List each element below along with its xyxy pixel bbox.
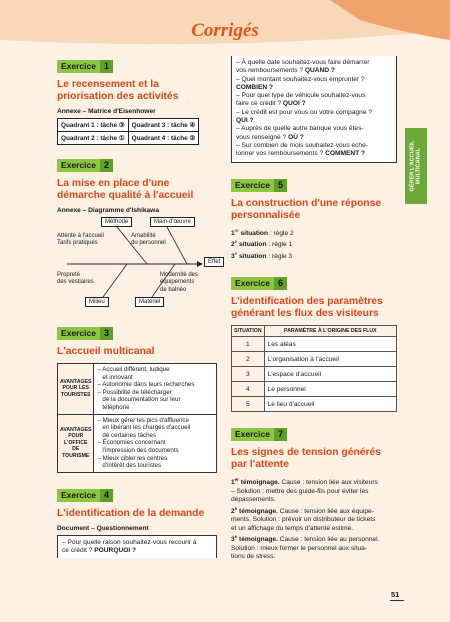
- testimony-text: Cause : tension liée au personnel.: [277, 536, 380, 544]
- question-line: [236, 109, 392, 117]
- page-number-rule: [390, 600, 404, 601]
- header-line: AVANTAGES: [60, 378, 92, 385]
- exercise-tag: [57, 327, 113, 340]
- situation-cell: 4: [232, 382, 265, 397]
- main-causes: [131, 233, 166, 248]
- table-row: [232, 352, 397, 367]
- testimony-text: ments. Solution : prévoir un distributeur de tickets: [231, 516, 376, 524]
- list-item: en libérant les chargés d'accueil: [102, 424, 191, 432]
- question-text: vos remboursements ?: [236, 67, 305, 75]
- header-line: TOURISTES: [60, 392, 91, 399]
- column-header: PARAMÈTRE À L'ORIGINE DES FLUX: [264, 326, 396, 337]
- question-line: [236, 117, 392, 125]
- exercise-2: [57, 155, 221, 313]
- testimony-text: tions de stress.: [231, 553, 276, 561]
- testimony: [231, 476, 397, 504]
- chapter-side-tab: [405, 128, 427, 204]
- question-text: – Pour quel type de véhicule souhaitez-vous: [236, 92, 366, 100]
- parameter-cell: Les aléas: [264, 337, 396, 352]
- methode-causes: [57, 233, 104, 248]
- exercise-number: 5: [274, 179, 287, 192]
- list-item: téléphone: [102, 403, 130, 411]
- parameter-cell: Le personnel: [264, 382, 396, 397]
- question-keyword: COMBIEN ?: [236, 83, 273, 91]
- testimony-text: – Solution : mettre des guide-fils pour éviter les: [231, 487, 369, 495]
- exercise-number: 7: [274, 428, 287, 441]
- table-row: [232, 367, 397, 382]
- exercise-label: Exercice: [231, 277, 274, 290]
- question-keyword: POURQUOI ?: [94, 547, 137, 555]
- parameters-table: [231, 325, 397, 412]
- header-line: AVANTAGES: [60, 426, 92, 433]
- situation-line: [231, 227, 397, 239]
- right-column: [231, 56, 397, 562]
- exercise-5: [231, 175, 397, 262]
- situation-number: 3: [231, 252, 235, 260]
- exercise-title: La construction d'une réponse personnalisée: [231, 197, 382, 221]
- situation-cell: 5: [232, 397, 265, 412]
- question-line: [236, 134, 392, 142]
- main-doeuvre-box: Main-d'œuvre: [150, 217, 195, 227]
- question-line: [236, 67, 392, 75]
- exercise-title: L'accueil multicanal: [57, 346, 155, 357]
- testimony-head: témoignage.: [237, 536, 278, 544]
- side-tab-text: [410, 140, 423, 191]
- ordinal-suffix: e: [234, 534, 238, 540]
- exercise-title: Les signes de tension générés par l'attente: [231, 447, 381, 471]
- exercise-number: 2: [100, 159, 113, 172]
- question-keyword: QUAND ?: [304, 67, 335, 75]
- question-line: [236, 142, 392, 150]
- situation-cell: 2: [232, 352, 265, 367]
- row-content: [94, 414, 217, 472]
- milieu-box: Milieu: [85, 297, 109, 307]
- testimony-text: dépassements.: [231, 496, 276, 504]
- situation-rule: : règle 1: [266, 241, 293, 249]
- situation-cell: 3: [232, 367, 265, 382]
- question-line: [236, 125, 392, 133]
- question-line: [236, 92, 392, 100]
- header-line: POUR: [68, 433, 84, 440]
- testimony-head: témoignage.: [237, 507, 278, 515]
- ordinal-suffix: e: [234, 250, 238, 256]
- exercise-number: 4: [100, 489, 113, 502]
- matrix-cell: Quadrant 4 : tâche ②: [128, 132, 199, 145]
- cause-label: équipements: [160, 279, 195, 286]
- exercise-tag: [57, 159, 113, 172]
- page-title: Corrigés: [191, 20, 259, 41]
- row-header: [58, 414, 94, 472]
- question-text: – À quelle date souhaitez-vous faire démarrer: [236, 59, 370, 66]
- exercise-number: 3: [100, 327, 113, 340]
- questions-box: [57, 535, 217, 559]
- question-line: [236, 84, 392, 92]
- situation-cell: 1: [232, 337, 265, 352]
- exercise-tag: [231, 179, 287, 192]
- matrix-cell: Quadrant 2 : tâche ①: [58, 132, 129, 145]
- parameter-cell: Le lieu d'accueil: [264, 397, 396, 412]
- exercise-number: 6: [274, 277, 287, 290]
- exercise-1: [57, 56, 217, 145]
- eisenhower-matrix: [57, 118, 199, 145]
- cause-label: de balnéo: [160, 286, 187, 293]
- list-item: – Autonomie dans leurs recherches: [97, 381, 195, 389]
- testimony: [231, 505, 397, 533]
- testimony-line: [231, 476, 397, 488]
- materiel-causes: [160, 272, 198, 294]
- situation-line: [231, 250, 397, 262]
- testimonies: [231, 476, 397, 561]
- materiel-box: Matériel: [135, 297, 164, 307]
- row-content: [94, 364, 217, 415]
- exercise-6: [231, 273, 397, 412]
- exercise-tag: [57, 60, 113, 73]
- exercise-label: Exercice: [231, 428, 274, 441]
- advantages-table: [57, 363, 217, 473]
- testimony-text: et un affichage du temps d'attente estimé.: [231, 524, 354, 532]
- testimony-head: témoignage.: [238, 479, 280, 487]
- parameter-cell: L'espace d'accueil: [264, 367, 396, 382]
- question-line: [62, 539, 212, 547]
- question-text: lonner vos remboursements ?: [236, 150, 326, 158]
- exercise-number: 1: [100, 60, 113, 73]
- question-text: – Sur combien de mois souhaitez-vous éche-: [236, 141, 368, 149]
- list-item: de certaines tâches: [102, 431, 157, 439]
- question-line: [236, 59, 392, 67]
- list-item: – Accueil différent, ludique: [97, 366, 170, 373]
- question-keyword: OÙ ?: [288, 133, 304, 141]
- table-row: [232, 397, 397, 412]
- ordinal-suffix: e: [234, 239, 238, 245]
- cause-label: Attente à l'accueil: [57, 233, 104, 239]
- list-item: – Mieux cibler les centres: [97, 454, 168, 462]
- question-text: – Pour quelle raison souhaitez-vous recourir à: [62, 538, 197, 546]
- exercise-title: L'identification de la demande: [57, 507, 205, 519]
- ordinal-suffix: er: [234, 477, 239, 483]
- parameter-cell: L'organisation à l'accueil: [264, 352, 396, 367]
- methode-box: Méthode: [101, 217, 132, 227]
- testimony-text: Cause : tension liée aux visiteurs: [279, 479, 378, 487]
- exercise-4: [57, 485, 217, 559]
- testimony-number: 1: [231, 479, 235, 487]
- question-text: – Auprès de quelle autre banque vous êtes-: [236, 125, 364, 133]
- question-line: [236, 100, 392, 108]
- exercise-label: Exercice: [57, 159, 100, 172]
- list-item: et innovant: [102, 373, 133, 381]
- ishikawa-diagram: [57, 217, 227, 313]
- milieu-causes: [57, 272, 94, 287]
- header-line: L'OFFICE DE: [63, 439, 88, 453]
- question-keyword: COMMENT ?: [325, 150, 365, 158]
- row-header: [58, 364, 94, 415]
- exercise-tag: [231, 428, 287, 441]
- question-text: faire ce crédit ?: [236, 100, 283, 108]
- exercise-title: Le recensement et la priorisation des activités: [57, 79, 179, 102]
- effet-box: Effet: [204, 257, 224, 267]
- situation-rule: : règle 2: [268, 229, 294, 237]
- matrix-cell: Quadrant 3 : tâche ④: [128, 119, 199, 132]
- list-item: – Économies concernant: [97, 439, 166, 447]
- situation-line: [231, 238, 397, 250]
- testimony-line: [231, 533, 397, 545]
- situation-label: situation: [237, 252, 267, 260]
- question-line: [62, 547, 212, 555]
- question-text: – Quel montant souhaitez-vous emprunter ?: [236, 75, 365, 83]
- question-keyword: QUI ?: [236, 117, 254, 125]
- question-text: ce crédit ?: [62, 547, 95, 555]
- testimony-text: Cause : tension liée aux équipe-: [277, 507, 374, 515]
- cause-label: Amabilité: [131, 233, 156, 239]
- exercise-label: Exercice: [231, 179, 274, 192]
- exercise-3: [57, 323, 217, 473]
- question-keyword: QUOI ?: [282, 100, 306, 108]
- testimony: [231, 533, 397, 561]
- table-row: [232, 337, 397, 352]
- ordinal-suffix: re: [234, 227, 239, 233]
- question-line: [236, 76, 392, 84]
- list-item: l'impression des documents: [102, 446, 179, 454]
- list-item: de la documentation sur leur: [102, 396, 181, 404]
- annexe-title: Annexe – Matrice d'Eisenhower: [57, 108, 156, 115]
- question-text: vous renseigné ?: [236, 133, 289, 141]
- situation-number: 1: [231, 229, 235, 237]
- list-item: – Mieux gérer les pics d'affluence: [97, 416, 189, 424]
- table-row: [58, 414, 217, 472]
- situation-label: situation: [237, 241, 267, 249]
- side-tab-line: MULTICANAL: [416, 147, 422, 185]
- left-column: [57, 56, 221, 558]
- situation-rule: : règle 3: [266, 252, 293, 260]
- table-row: [58, 364, 217, 415]
- testimony-number: 2: [231, 507, 235, 515]
- exercise-7: [231, 424, 397, 561]
- exercise-tag: [231, 277, 287, 290]
- matrix-cell: Quadrant 1 : tâche ③: [58, 119, 129, 132]
- column-header: SITUATION: [232, 326, 265, 337]
- situation-number: 2: [231, 241, 235, 249]
- cause-label: Propreté: [57, 272, 81, 278]
- side-tab-line: GÉRER L'ACCUEIL: [409, 140, 416, 192]
- table-row: [232, 382, 397, 397]
- cause-label: des vestiaires: [57, 279, 94, 286]
- testimony-number: 3: [231, 536, 235, 544]
- header-line: TOURISME: [62, 453, 90, 460]
- annexe-title: Annexe – Diagramme d'Ishikawa: [57, 207, 159, 214]
- testimony-line: [231, 505, 397, 517]
- situation-list: [231, 227, 397, 262]
- annexe-title: Document – Questionnement: [57, 524, 149, 532]
- list-item: d'intérêt des touristes: [102, 462, 162, 470]
- question-line: [236, 150, 392, 158]
- exercise-tag: [57, 489, 113, 502]
- cause-label: Modernité des: [160, 272, 199, 278]
- header-line: POUR LES: [62, 385, 89, 392]
- table-header-row: [232, 326, 397, 337]
- question-text: – Le crédit est pour vous ou votre compagne ?: [236, 108, 372, 116]
- exercise-title: L'identification des paramètres générant les flux des visiteurs: [231, 296, 383, 320]
- testimony-text: Solution : mieux former le personnel aux situa-: [231, 544, 367, 552]
- exercise-label: Exercice: [57, 60, 100, 73]
- page-number: 51: [391, 590, 400, 599]
- exercise-title: La mise en place d'une démarche qualité à l'accueil: [57, 178, 194, 201]
- questions-box-continued: [231, 56, 397, 163]
- exercise-label: Exercice: [57, 327, 100, 340]
- cause-label: du personnel: [131, 240, 166, 247]
- situation-label: situation: [238, 229, 268, 237]
- ordinal-suffix: e: [234, 505, 238, 511]
- exercise-label: Exercice: [57, 489, 100, 502]
- cause-label: Tarifs pratiqués: [57, 240, 98, 247]
- list-item: – Possibilité de télécharger: [97, 388, 172, 396]
